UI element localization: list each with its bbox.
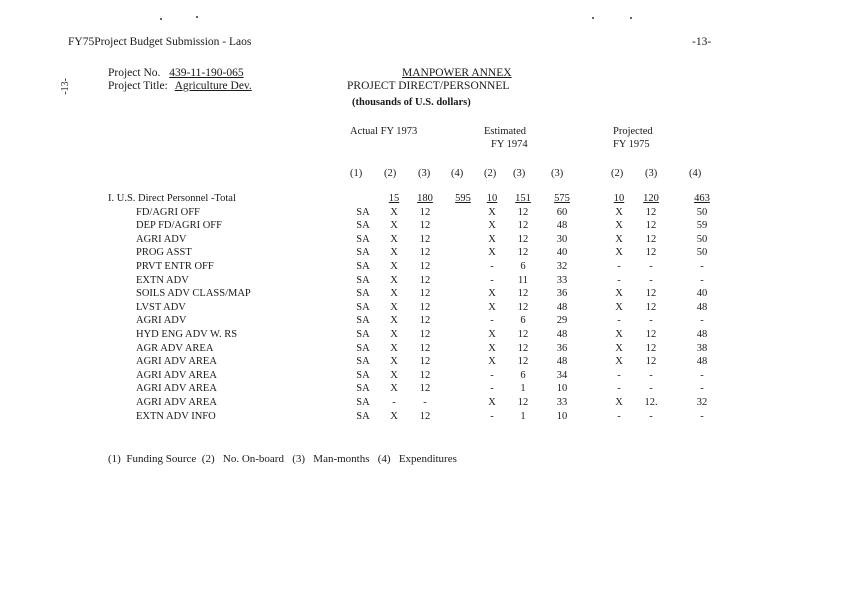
project-number-row xyxy=(108,67,244,79)
position-label: LVST ADV xyxy=(136,301,186,313)
table-cell: X xyxy=(488,247,496,259)
table-cell: SA xyxy=(356,383,370,395)
table-cell: 33 xyxy=(556,274,568,286)
column-group-estimated-1: Estimated xyxy=(484,126,526,137)
table-cell: 12 xyxy=(419,356,431,368)
table-cell: X xyxy=(390,274,398,286)
table-cell: 12 xyxy=(517,301,529,313)
table-cell: - xyxy=(490,410,494,422)
project-title-value: Agriculture Dev. xyxy=(174,80,252,92)
table-cell: 12 xyxy=(517,233,529,245)
table-cell: 12 xyxy=(645,206,657,218)
position-label: AGRI ADV AREA xyxy=(136,397,217,408)
table-cell: X xyxy=(390,315,398,327)
table-cell: X xyxy=(390,261,398,272)
table-cell: 50 xyxy=(696,247,708,259)
table-cell: 36 xyxy=(556,342,568,354)
column-number: (1) xyxy=(350,168,363,179)
table-cell: 12 xyxy=(645,301,657,313)
table-cell: - xyxy=(649,274,653,286)
table-cell: - xyxy=(700,315,704,327)
table-cell: X xyxy=(390,329,398,340)
table-cell: - xyxy=(617,315,621,327)
table-cell: 33 xyxy=(556,397,568,408)
table-cell: 48 xyxy=(696,301,708,313)
table-cell: 180 xyxy=(417,193,433,204)
column-number: (3) xyxy=(551,168,564,179)
project-number-label: Project No. xyxy=(108,67,161,79)
table-cell: 595 xyxy=(455,193,471,204)
table-cell: 12 xyxy=(517,206,529,218)
table-cell: X xyxy=(615,397,623,408)
table-cell: 12 xyxy=(645,288,657,300)
table-cell: 10 xyxy=(613,193,625,204)
table-cell: - xyxy=(700,410,704,422)
table-cell: - xyxy=(617,369,621,381)
table-cell: X xyxy=(390,247,398,259)
table-cell: X xyxy=(488,342,496,354)
table-cell: 12 xyxy=(517,397,529,408)
table-cell: SA xyxy=(356,410,370,422)
table-cell: X xyxy=(488,220,496,232)
footnote-legend: (1) Funding Source (2) No. On-board (3) Man-months (4) Expenditures xyxy=(108,453,457,465)
table-cell: 12 xyxy=(645,233,657,245)
table-cell: SA xyxy=(356,397,370,408)
table-cell: X xyxy=(615,247,623,259)
table-cell: SA xyxy=(356,247,370,259)
table-cell: X xyxy=(488,206,496,218)
column-number: (2) xyxy=(611,168,624,179)
column-number: (2) xyxy=(384,168,397,179)
table-cell: - xyxy=(617,383,621,395)
table-cell: 151 xyxy=(515,193,531,204)
table-cell: 29 xyxy=(556,315,568,327)
table-cell: 12 xyxy=(517,220,529,232)
table-cell: X xyxy=(488,301,496,313)
position-label: EXTN ADV xyxy=(136,274,189,286)
table-cell: 12 xyxy=(517,288,529,300)
project-number-value: 439-11-190-065 xyxy=(169,67,244,79)
position-label: PRVT ENTR OFF xyxy=(136,261,214,272)
column-number: (4) xyxy=(451,168,464,179)
table-cell: - xyxy=(649,261,653,272)
table-cell: 12 xyxy=(419,274,431,286)
table-cell: 50 xyxy=(696,233,708,245)
table-cell: X xyxy=(390,301,398,313)
table-cell: X xyxy=(390,233,398,245)
table-cell: X xyxy=(615,329,623,340)
table-cell: SA xyxy=(356,369,370,381)
table-cell: 6 xyxy=(520,315,526,327)
table-cell: - xyxy=(490,369,494,381)
table-cell: X xyxy=(615,220,623,232)
table-cell: X xyxy=(615,342,623,354)
table-cell: 12 xyxy=(419,315,431,327)
table-cell: - xyxy=(649,410,653,422)
table-cell: 40 xyxy=(556,247,568,259)
scan-speck xyxy=(196,16,198,18)
table-cell: 575 xyxy=(554,193,570,204)
table-cell: SA xyxy=(356,206,370,218)
table-cell: SA xyxy=(356,342,370,354)
table-cell: 12 xyxy=(419,383,431,395)
table-cell: - xyxy=(490,261,494,272)
position-label: AGRI ADV AREA xyxy=(136,383,217,395)
table-cell: 12 xyxy=(517,329,529,340)
table-cell: SA xyxy=(356,288,370,300)
position-label: FD/AGRI OFF xyxy=(136,206,200,218)
position-label: DEP FD/AGRI OFF xyxy=(136,220,222,232)
table-cell: 40 xyxy=(696,288,708,300)
table-cell: 12 xyxy=(419,206,431,218)
table-cell: 12 xyxy=(419,288,431,300)
table-cell: X xyxy=(615,206,623,218)
side-page-marker: -13- xyxy=(60,78,71,95)
table-cell: X xyxy=(488,288,496,300)
table-cell: 12. xyxy=(644,397,658,408)
table-cell: - xyxy=(490,315,494,327)
table-cell: 59 xyxy=(696,220,708,232)
scan-speck xyxy=(630,17,632,19)
table-cell: - xyxy=(423,397,427,408)
table-cell: - xyxy=(700,383,704,395)
table-cell: 10 xyxy=(556,410,568,422)
table-cell: X xyxy=(390,410,398,422)
table-cell: 12 xyxy=(645,342,657,354)
table-cell: X xyxy=(615,301,623,313)
column-number: (3) xyxy=(645,168,658,179)
table-cell: 48 xyxy=(556,301,568,313)
table-cell: 120 xyxy=(643,193,659,204)
position-label: AGRI ADV xyxy=(136,233,187,245)
table-cell: - xyxy=(392,397,396,408)
table-cell: 1 xyxy=(520,383,526,395)
table-cell: - xyxy=(617,261,621,272)
column-number: (3) xyxy=(418,168,431,179)
table-cell: 12 xyxy=(419,247,431,259)
column-number: (3) xyxy=(513,168,526,179)
table-cell: X xyxy=(488,356,496,368)
table-cell: X xyxy=(488,329,496,340)
table-cell: 48 xyxy=(556,356,568,368)
table-cell: 10 xyxy=(556,383,568,395)
table-cell: 12 xyxy=(419,410,431,422)
table-cell: SA xyxy=(356,356,370,368)
table-cell: 6 xyxy=(520,369,526,381)
position-label: PROG ASST xyxy=(136,247,192,259)
table-cell: 12 xyxy=(419,369,431,381)
table-cell: 48 xyxy=(696,329,708,340)
table-cell: - xyxy=(649,383,653,395)
table-cell: 6 xyxy=(520,261,526,272)
annex-title: MANPOWER ANNEX xyxy=(402,67,512,79)
table-cell: 10 xyxy=(486,193,498,204)
position-label: SOILS ADV CLASS/MAP xyxy=(136,288,251,300)
table-cell: 32 xyxy=(556,261,568,272)
table-cell: X xyxy=(488,397,496,408)
table-cell: - xyxy=(700,274,704,286)
column-number: (4) xyxy=(689,168,702,179)
column-number: (2) xyxy=(484,168,497,179)
column-group-projected-2: FY 1975 xyxy=(613,139,650,150)
table-cell: X xyxy=(488,233,496,245)
position-label: HYD ENG ADV W. RS xyxy=(136,329,238,340)
table-cell: - xyxy=(490,274,494,286)
table-cell: 12 xyxy=(645,356,657,368)
table-cell: SA xyxy=(356,301,370,313)
annex-subtitle: PROJECT DIRECT/PERSONNEL xyxy=(347,80,510,92)
total-row-label: I. U.S. Direct Personnel -Total xyxy=(108,193,236,204)
table-cell: 12 xyxy=(419,329,431,340)
table-cell: 60 xyxy=(556,206,568,218)
annex-units: (thousands of U.S. dollars) xyxy=(352,97,471,108)
table-cell: 36 xyxy=(556,288,568,300)
table-cell: - xyxy=(490,383,494,395)
table-cell: 1 xyxy=(520,410,526,422)
table-cell: 38 xyxy=(696,342,708,354)
table-cell: X xyxy=(390,369,398,381)
table-cell: SA xyxy=(356,233,370,245)
table-cell: SA xyxy=(356,329,370,340)
table-cell: 34 xyxy=(556,369,568,381)
table-cell: 12 xyxy=(517,247,529,259)
table-cell: SA xyxy=(356,220,370,232)
table-cell: 463 xyxy=(694,193,710,204)
table-cell: - xyxy=(617,274,621,286)
column-group-actual: Actual FY 1973 xyxy=(350,126,418,137)
table-cell: 48 xyxy=(556,329,568,340)
page-number: -13- xyxy=(692,36,712,48)
table-cell: X xyxy=(390,342,398,354)
table-cell: 12 xyxy=(645,220,657,232)
table-cell: X xyxy=(390,220,398,232)
table-cell: 48 xyxy=(556,220,568,232)
column-group-projected-1: Projected xyxy=(613,126,653,137)
scan-speck xyxy=(160,18,162,20)
table-cell: X xyxy=(615,356,623,368)
table-cell: 11 xyxy=(517,274,529,286)
table-cell: SA xyxy=(356,261,370,272)
column-group-estimated-2: FY 1974 xyxy=(491,139,528,150)
position-label: AGRI ADV AREA xyxy=(136,356,217,368)
table-cell: 12 xyxy=(517,342,529,354)
table-cell: SA xyxy=(356,274,370,286)
table-cell: 50 xyxy=(696,206,708,218)
table-cell: 12 xyxy=(645,329,657,340)
table-cell: - xyxy=(700,369,704,381)
table-cell: X xyxy=(615,288,623,300)
table-cell: 48 xyxy=(696,356,708,368)
table-cell: 12 xyxy=(419,220,431,232)
position-label: AGRI ADV AREA xyxy=(136,369,217,381)
table-cell: X xyxy=(390,206,398,218)
table-cell: 12 xyxy=(419,233,431,245)
table-cell: X xyxy=(390,383,398,395)
table-cell: SA xyxy=(356,315,370,327)
project-title-label: Project Title: xyxy=(108,80,168,92)
table-cell: - xyxy=(649,369,653,381)
position-label: EXTN ADV INFO xyxy=(136,410,216,422)
page-header-left: FY75Project Budget Submission - Laos xyxy=(68,36,252,48)
table-cell: - xyxy=(700,261,704,272)
project-title-row xyxy=(108,80,252,92)
table-cell: X xyxy=(390,356,398,368)
table-cell: 15 xyxy=(388,193,400,204)
table-cell: - xyxy=(617,410,621,422)
table-cell: 12 xyxy=(419,342,431,354)
table-cell: 12 xyxy=(645,247,657,259)
table-cell: 32 xyxy=(696,397,708,408)
table-cell: X xyxy=(390,288,398,300)
table-cell: 12 xyxy=(419,261,431,272)
position-label: AGR ADV AREA xyxy=(136,342,214,354)
table-cell: 30 xyxy=(556,233,568,245)
table-cell: 12 xyxy=(419,301,431,313)
scan-speck xyxy=(592,17,594,19)
table-cell: - xyxy=(649,315,653,327)
table-cell: X xyxy=(615,233,623,245)
position-label: AGRI ADV xyxy=(136,315,187,327)
table-cell: 12 xyxy=(517,356,529,368)
